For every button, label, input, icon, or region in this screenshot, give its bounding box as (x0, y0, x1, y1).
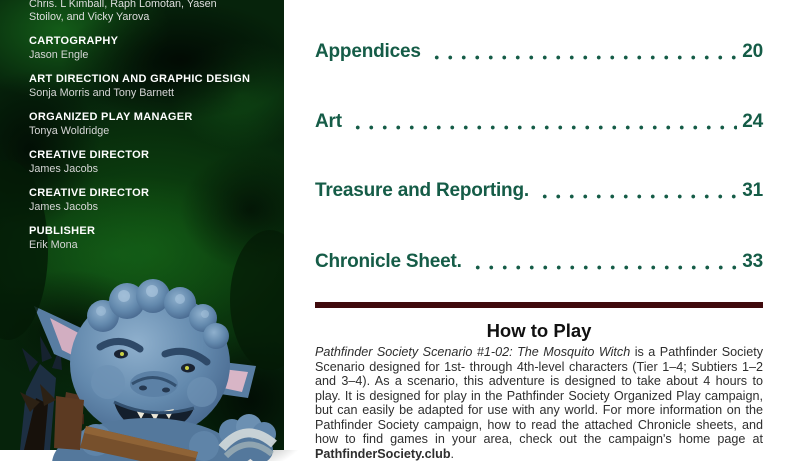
credit-names: Sonja Morris and Tony Barnett (29, 87, 175, 99)
toc-page-number: 31 (742, 180, 763, 201)
toc-label: Art (315, 111, 342, 132)
credit-names: Tonya Woldridge (29, 125, 110, 137)
dot-leader (471, 252, 738, 272)
dot-leader (351, 112, 737, 132)
credit-title: ART DIRECTION AND GRAPHIC DESIGN (29, 73, 251, 85)
toc-entry-art[interactable] (315, 112, 763, 132)
credit-names: James Jacobs (29, 163, 99, 175)
toc-entry-appendices[interactable] (315, 42, 763, 62)
credit-title: CREATIVE DIRECTOR (29, 187, 150, 199)
credit-names: Erik Mona (29, 239, 78, 251)
cover-artwork-panel (0, 0, 284, 450)
toc-label: Treasure and Reporting. (315, 180, 529, 201)
credits-block (0, 0, 284, 252)
toc-page-number: 24 (742, 111, 763, 132)
sentence-period: . (450, 446, 455, 461)
credit-section-publisher (29, 225, 270, 252)
pathfinder-society-club-link[interactable]: PathfinderSociety.club (315, 446, 451, 461)
how-to-play-body-text: is a Pathfinder Society Scenario designed for 1st- through 4th-level characters (Tier 1–4; Subtiers 1–2 and 3–4). As a scenario, this adventure is designed to take about 4 hours to play. It is designed for play in the Pathfinder Society Organized Play campaign, but can easily be adapted for use with any world. For more information on the Pathfinder Society campaign, how to read the attached Chronicle sheets, and how to find games in your area, check out the campaign's home page at (315, 345, 763, 446)
toc-label: Chronicle Sheet. (315, 251, 462, 272)
credit-title: ORGANIZED PLAY MANAGER (29, 111, 193, 123)
how-to-play-heading: How to Play (486, 320, 592, 341)
credit-title: CREATIVE DIRECTOR (29, 149, 150, 161)
dot-leader (430, 42, 738, 62)
credit-title: CARTOGRAPHY (29, 35, 119, 47)
scenario-title-italic: Pathfinder Society Scenario #1-02: The Mosquito Witch (315, 345, 631, 359)
how-to-play-paragraph (315, 345, 763, 461)
credit-names: James Jacobs (29, 201, 99, 213)
toc-label: Appendices (315, 41, 421, 62)
interior-artists-names: Chris. L Kimball, Raph Lomotan, Yasen Stoilov, and Vicky Yarova (29, 0, 217, 23)
credit-section-art-direction (29, 73, 270, 100)
credit-section-organized-play-manager (29, 111, 270, 138)
credit-section-creative-director-2 (29, 187, 270, 214)
section-divider-rule (315, 302, 763, 308)
toc-entry-treasure-and-reporting[interactable] (315, 181, 763, 201)
toc-page-number: 33 (742, 251, 763, 272)
dot-leader (538, 181, 737, 201)
page-content (284, 0, 800, 461)
toc-page-number: 20 (742, 41, 763, 62)
toc-entry-chronicle-sheet[interactable] (315, 252, 763, 272)
credit-section-creative-director-1 (29, 149, 270, 176)
credit-names: Jason Engle (29, 49, 89, 61)
credit-section-cartography (29, 35, 270, 62)
credit-title: PUBLISHER (29, 225, 96, 237)
